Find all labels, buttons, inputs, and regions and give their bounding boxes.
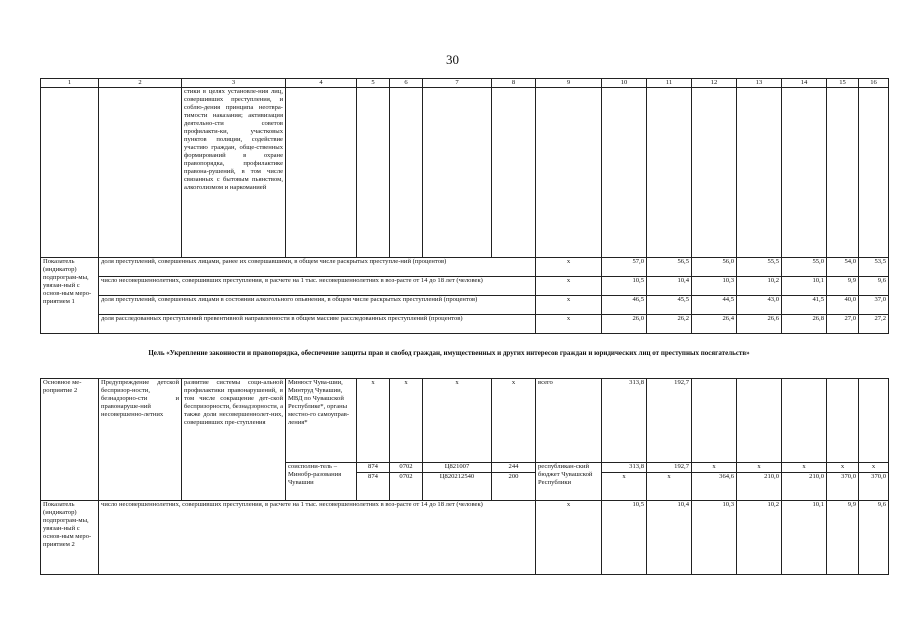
goal-heading: Цель «Укрепление законности и правопорядка, обеспечение защиты прав и свобод граждан, имущественных и других интересов граждан и юридических лиц от преступных посягательств» [148, 349, 750, 357]
value-cell: х [782, 463, 827, 473]
cell: х [536, 258, 602, 277]
cell: х [536, 501, 602, 575]
value-cell: 370,0 [827, 473, 859, 501]
value-cell: 43,0 [737, 296, 782, 315]
column-number: 3 [182, 79, 286, 88]
cell: 874 [357, 463, 390, 473]
value-cell: 26,2 [647, 315, 692, 334]
cell: х [423, 379, 492, 463]
cell: х [357, 379, 390, 463]
column-number: 6 [390, 79, 423, 88]
value-cell: 56,0 [692, 258, 737, 277]
indicator-row [41, 277, 889, 296]
value-cell: 313,8 [602, 379, 647, 463]
column-number: 2 [99, 79, 182, 88]
value-cell: 55,0 [782, 258, 827, 277]
value-cell: 26,6 [737, 315, 782, 334]
column-number: 12 [692, 79, 737, 88]
value-cell: 364,6 [692, 473, 737, 501]
value-cell: 10,1 [782, 277, 827, 296]
cell: 0702 [390, 473, 423, 501]
value-cell: х [737, 463, 782, 473]
value-cell: 26,8 [782, 315, 827, 334]
cell: х [492, 379, 536, 463]
continuation-text: стики в целях установле-ния лиц, совершивших преступления, и соблю-дения принципа неотвра-тимости наказания; активизация деятельно-сти советов профилакти-ки, участковых пунктов полиции, содействие участию граждан, обще-ственных формирований в охране правопорядка, профилактике правона-рушений, в том числе связанных с бытовым пьянством, алкоголизмом и наркоманией [182, 88, 286, 258]
indicator-label: Показатель (индикатор) подпрограм-мы, увязан-ный с основ-ным меро-приятием 2 [41, 501, 99, 575]
cell: Ц821007 [423, 463, 492, 473]
column-number: 13 [737, 79, 782, 88]
indicator-row [41, 315, 889, 334]
column-number-row [41, 79, 889, 88]
column-number: 7 [423, 79, 492, 88]
column-number: 10 [602, 79, 647, 88]
column-number: 15 [827, 79, 859, 88]
value-cell: 57,0 [602, 258, 647, 277]
column-number: 5 [357, 79, 390, 88]
indicator-text: доля расследованных преступлений превентивной направленности в общем массиве расследованных преступлений (процентов) [99, 315, 536, 334]
cell: 0702 [390, 463, 423, 473]
column-number: 14 [782, 79, 827, 88]
funding-source: всего [536, 379, 602, 463]
indicator-text: число несовершеннолетних, совершивших преступления, в расчете на 1 тыс. несовершеннолетних в воз-расте от 14 до 18 лет (человек) [99, 277, 536, 296]
value-cell: 9,9 [827, 277, 859, 296]
value-cell: 54,0 [827, 258, 859, 277]
value-cell: х [827, 463, 859, 473]
value-cell: 9,6 [859, 501, 889, 575]
page-number: 30 [446, 52, 459, 67]
value-cell: 41,5 [782, 296, 827, 315]
value-cell: 313,8 [602, 463, 647, 473]
value-cell: 53,5 [859, 258, 889, 277]
measure-row [41, 379, 889, 463]
column-number: 8 [492, 79, 536, 88]
bottom-table [40, 378, 889, 575]
funding-source: республикан-ский бюджет Чувашской Республики [536, 463, 602, 501]
value-cell: 10,1 [782, 501, 827, 575]
continuation-row [41, 88, 889, 258]
value-cell: 210,0 [737, 473, 782, 501]
value-cell: 10,4 [647, 501, 692, 575]
value-cell: 10,5 [602, 501, 647, 575]
value-cell: х [647, 473, 692, 501]
indicator-row [41, 296, 889, 315]
value-cell: 26,0 [602, 315, 647, 334]
value-cell: 192,7 [647, 379, 692, 463]
cell: 244 [492, 463, 536, 473]
cell: 874 [357, 473, 390, 501]
indicator-text: доля преступлений, совершенных лицами в состоянии алкогольного опьянения, в общем числе раскрытых преступлений (процентов) [99, 296, 536, 315]
executors: Минюст Чува-шии, Минтруд Чувашии, МВД по Чувашской Республике*, органы местно-го самоуправ-ления* [286, 379, 357, 463]
co-executor: соисполни-тель – Минобр-разования Чувашии [286, 463, 357, 501]
cell: х [536, 277, 602, 296]
value-cell: 370,0 [859, 473, 889, 501]
value-cell: 45,5 [647, 296, 692, 315]
column-number: 16 [859, 79, 889, 88]
value-cell: 10,5 [602, 277, 647, 296]
value-cell: 26,4 [692, 315, 737, 334]
value-cell: 46,5 [602, 296, 647, 315]
column-number: 1 [41, 79, 99, 88]
value-cell: 210,0 [782, 473, 827, 501]
value-cell: 37,0 [859, 296, 889, 315]
cell: 200 [492, 473, 536, 501]
value-cell: 44,5 [692, 296, 737, 315]
value-cell: 27,0 [827, 315, 859, 334]
indicator-text: число несовершеннолетних, совершивших преступления, в расчете на 1 тыс. несовершеннолетних в воз-расте от 14 до 18 лет (человек) [99, 501, 536, 575]
value-cell: 10,2 [737, 501, 782, 575]
indicator-text: доля преступлений, совершенных лицами, ранее их совершавшими, в общем числе раскрытых преступле-ний (процентов) [99, 258, 536, 277]
value-cell: 10,4 [647, 277, 692, 296]
indicator-row [41, 258, 889, 277]
value-cell: 9,6 [859, 277, 889, 296]
measure-name: Основное ме-роприятие 2 [41, 379, 99, 501]
value-cell: 10,2 [737, 277, 782, 296]
value-cell: 55,5 [737, 258, 782, 277]
value-cell: х [602, 473, 647, 501]
measure-title: Предупреждение детской беспризор-ности, безнадзорно-сти и правонаруше-ний несовершенно-летних [99, 379, 182, 501]
value-cell: х [692, 463, 737, 473]
column-number: 11 [647, 79, 692, 88]
value-cell: 10,3 [692, 277, 737, 296]
indicator-row [41, 501, 889, 575]
value-cell: 40,0 [827, 296, 859, 315]
value-cell: 27,2 [859, 315, 889, 334]
value-cell: 56,5 [647, 258, 692, 277]
value-cell: 192,7 [647, 463, 692, 473]
column-number: 9 [536, 79, 602, 88]
value-cell: 10,3 [692, 501, 737, 575]
cell: Ц820212540 [423, 473, 492, 501]
value-cell: 9,9 [827, 501, 859, 575]
cell: х [390, 379, 423, 463]
measure-description: развитие системы соци-альной профилактики правонарушений, в том числе сокращение дет-ской беспризорности, безнадзорности, а также доли несовершеннолет-них, совершивших пре-ступления [182, 379, 286, 501]
top-table [40, 78, 889, 334]
value-cell: х [859, 463, 889, 473]
indicator-label: Показатель (индикатор) подпрограм-мы, увязан-ный с основ-ным меро-приятием 1 [41, 258, 99, 334]
column-number: 4 [286, 79, 357, 88]
cell: х [536, 315, 602, 334]
cell: х [536, 296, 602, 315]
